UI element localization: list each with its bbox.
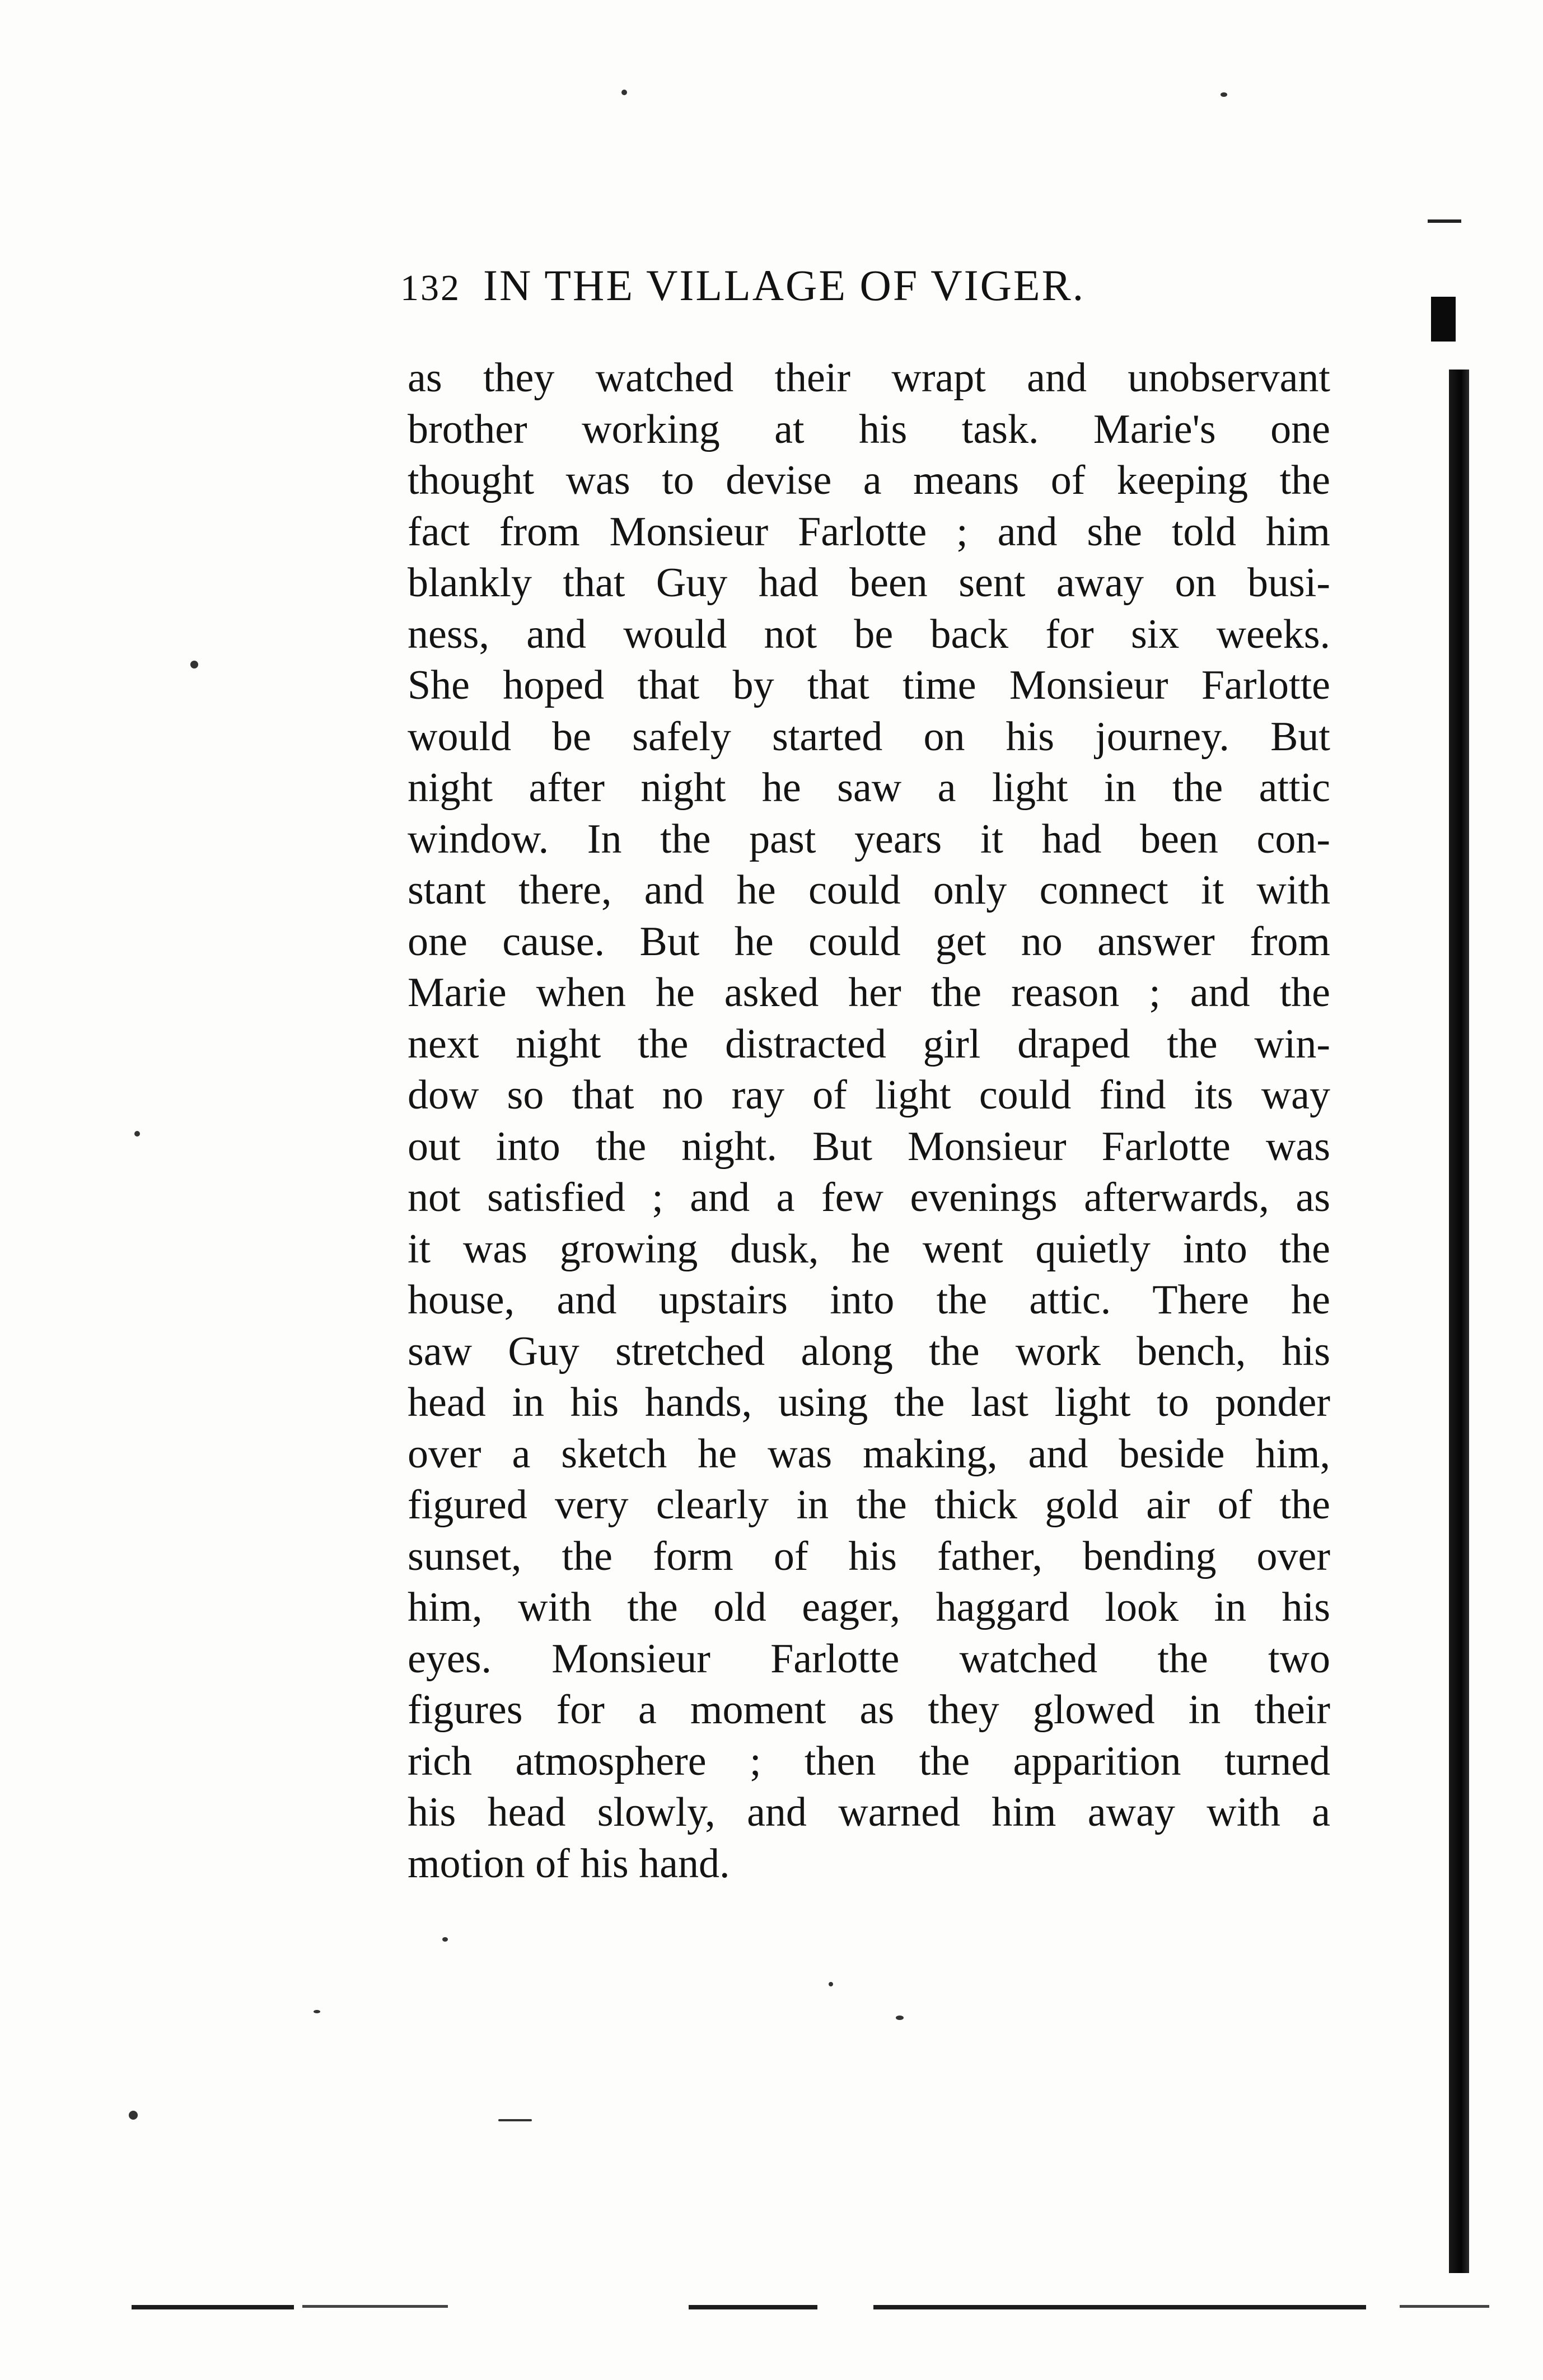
text-line: Marie when he asked her the reason ; and the xyxy=(408,970,1330,1016)
scan-speck xyxy=(1221,92,1227,97)
page-number: 132 xyxy=(400,268,461,308)
text-line: stant there, and he could only connect it with xyxy=(408,867,1330,913)
text-line: sunset, the form of his father, bending over xyxy=(408,1533,1330,1579)
text-line: rich atmosphere ; then the apparition turned xyxy=(408,1738,1330,1784)
text-line: blankly that Guy had been sent away on busi- xyxy=(408,560,1330,606)
scan-speck xyxy=(314,2010,320,2013)
text-line: saw Guy stretched along the work bench, his xyxy=(408,1328,1330,1374)
text-line: eyes. Monsieur Farlotte watched the two xyxy=(408,1635,1330,1682)
bottom-edge-rule xyxy=(873,2305,1366,2309)
text-line: not satisfied ; and a few evenings afterwards, as xyxy=(408,1175,1330,1221)
text-line: thought was to devise a means of keeping the xyxy=(408,457,1330,503)
text-line: his head slowly, and warned him away with a xyxy=(408,1789,1330,1835)
bottom-edge-rule xyxy=(689,2305,817,2309)
text-line: one cause. But he could get no answer from xyxy=(408,918,1330,965)
scan-speck xyxy=(134,1131,140,1137)
text-line: She hoped that by that time Monsieur Farlotte xyxy=(408,662,1330,708)
text-line: house, and upstairs into the attic. There he xyxy=(408,1277,1330,1323)
scan-speck xyxy=(442,1937,448,1942)
text-line: head in his hands, using the last light to ponder xyxy=(408,1380,1330,1425)
scan-speck xyxy=(190,661,198,668)
text-line: motion of his hand. xyxy=(408,1840,730,1887)
text-line: it was growing dusk, he went quietly into the xyxy=(408,1226,1330,1272)
text-line: fact from Monsieur Farlotte ; and she told him xyxy=(408,508,1330,555)
text-line: would be safely started on his journey. But xyxy=(408,713,1330,760)
text-line: ness, and would not be back for six weeks. xyxy=(408,611,1330,657)
running-title: IN THE VILLAGE OF VIGER. xyxy=(483,261,1086,310)
text-line: next night the distracted girl draped the win- xyxy=(408,1021,1330,1067)
running-header xyxy=(400,260,1352,311)
gutter-shadow-top xyxy=(1431,297,1456,342)
scan-speck xyxy=(829,1982,833,1986)
body-text xyxy=(408,353,1330,1890)
bottom-edge-rule xyxy=(302,2305,448,2308)
scan-speck xyxy=(896,2016,904,2020)
text-line: window. In the past years it had been con- xyxy=(408,816,1330,862)
text-line: figures for a moment as they glowed in their xyxy=(408,1687,1330,1733)
gutter-shadow xyxy=(1449,370,1469,2273)
text-line: him, with the old eager, haggard look in his xyxy=(408,1584,1330,1630)
text-line: brother working at his task. Marie's one xyxy=(408,406,1330,452)
text-line: dow so that no ray of light could find its way xyxy=(408,1072,1330,1118)
text-line: figured very clearly in the thick gold air of the xyxy=(408,1482,1330,1528)
text-line: over a sketch he was making, and beside him, xyxy=(408,1430,1330,1477)
scan-speck xyxy=(498,2119,532,2121)
text-line: out into the night. But Monsieur Farlotte was xyxy=(408,1123,1330,1170)
text-line: night after night he saw a light in the attic xyxy=(408,765,1330,811)
scan-mark xyxy=(1428,219,1461,223)
scan-speck xyxy=(129,2111,138,2120)
bottom-edge-rule xyxy=(132,2305,294,2309)
bottom-edge-rule xyxy=(1400,2305,1489,2308)
scan-speck xyxy=(621,90,627,95)
text-line: as they watched their wrapt and unobservant xyxy=(408,355,1330,401)
